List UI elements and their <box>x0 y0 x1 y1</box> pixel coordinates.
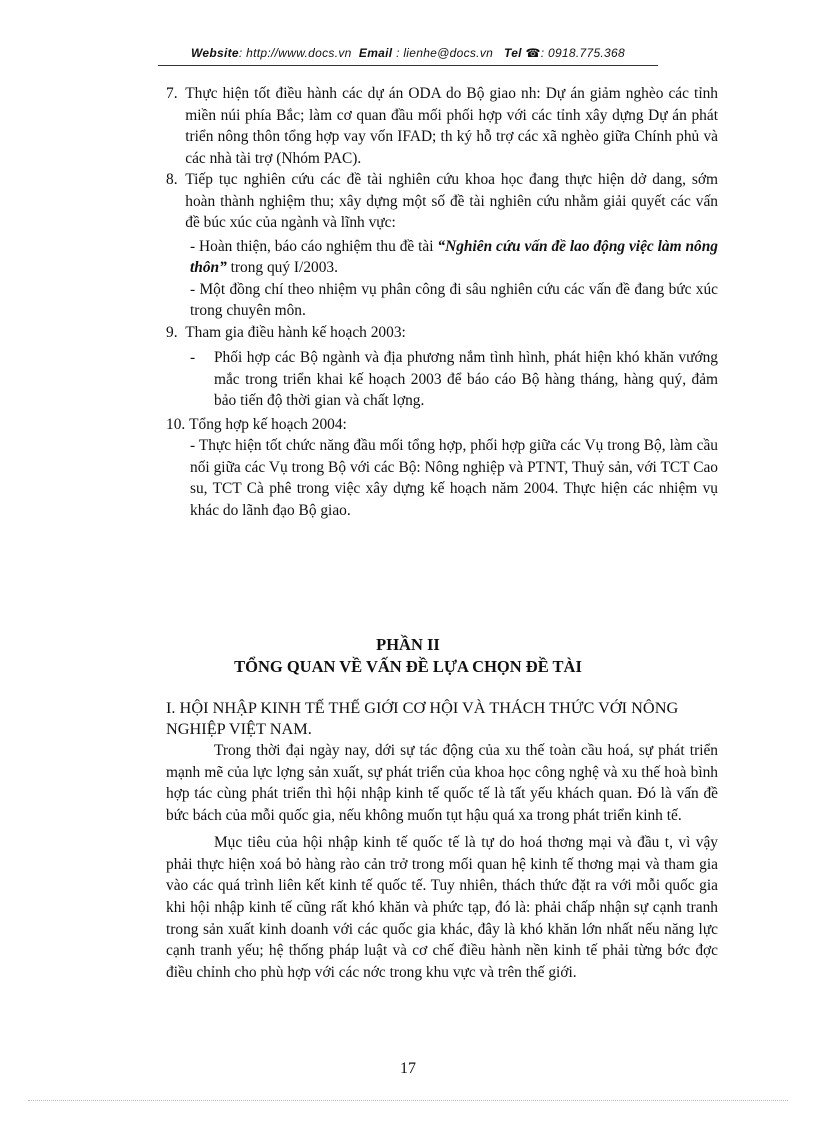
list-item-7 <box>166 83 718 169</box>
page-bottom-divider <box>28 1100 788 1101</box>
page-number: 17 <box>400 1060 416 1077</box>
page-header <box>0 46 816 60</box>
paragraph-1: Trong thời đại ngày nay, dới sự tác động của xu thế toàn cầu hoá, sự phát triển mạnh mẽ của lực lợng sản xuất, sự phát triển của khoa học công nghệ và xu thế hoà bình hợp tác cùng phát triển thì hội nhập kinh tế quốc tế là tất yếu khách quan. Đó là vấn đề bức bách của mỗi quốc gia, nếu không muốn tụt hậu quá xa trong phát triển kinh tế. <box>166 742 718 825</box>
item-number: 9. <box>166 323 186 341</box>
website-label: Website <box>191 46 239 60</box>
dash-text: trong quý I/2003. <box>226 259 338 276</box>
item-number: 10. <box>166 415 190 433</box>
item-10-dash: - Thực hiện tốt chức năng đầu mối tổng hợp, phối hợp giữa các Vụ trong Bộ, làm cầu nối giữa các Vụ trong Bộ với các Bộ: Nông nghiệp và PTNT, Thuỷ sản, với TCT Cao su, TCT Cà phê trong việc xây dựng kế hoạch năm 2004. Thực hiện các nhiệm vụ khác do lãnh đạo Bộ giao. <box>190 437 718 519</box>
list-item-8 <box>166 169 718 234</box>
tel-value: : 0918.775.368 <box>540 46 625 60</box>
email-label: Email <box>358 46 393 60</box>
section-heading: I. HỘI NHẬP KINH TẾ THẾ GIỚI CƠ HỘI VÀ THÁCH THỨC VỚI NÔNG NGHIỆP VIỆT NAM. <box>166 698 679 738</box>
item-text: Tham gia điều hành kế hoạch 2003: <box>185 323 406 341</box>
research-title: “Nghiên cứu vấn đề lao động việc làm nông thôn” <box>190 237 718 276</box>
item-8-dash-2: - Một đồng chí theo nhiệm vụ phân công đi sâu nghiên cứu các vấn đề đang bức xúc trong chuyên môn. <box>190 280 718 319</box>
part-heading <box>100 634 716 678</box>
item-text: Tiếp tục nghiên cứu các đề tài nghiên cứu khoa học đang thực hiện dở dang, sớm hoàn thành nghiệm thu; xây dựng một số đề tài nghiên cứu nhằm giải quyết các vấn đề búc xúc của ngành và lĩnh vực: <box>185 171 718 231</box>
tel-label: Tel <box>504 46 522 60</box>
item-number: 7. <box>166 85 186 102</box>
part-title: TỔNG QUAN VỀ VẤN ĐỀ LỰA CHỌN ĐỀ TÀI <box>234 657 582 676</box>
item-8-dash-1 <box>166 236 718 279</box>
item-text: Tổng hợp kế hoạch 2004: <box>189 415 347 433</box>
paragraph-2: Mục tiêu của hội nhập kinh tế quốc tế là tự do hoá thơng mại và đầu t, vì vậy phải thực hiện xoá bỏ hàng rào cản trở trong mối quan hệ kinh tế thơng mại và tham gia vào các quá trình liên kết kinh tế quốc tế. Tuy nhiên, thách thức đặt ra với mỗi quốc gia khi hội nhập kinh tế cũng rất khó khăn và phức tạp, đó là: phải chấp nhận sự cạnh tranh trong sản xuất kinh doanh với các quốc gia khác, đây là khó khăn lớn nhất nếu năng lực cạnh tranh yếu; hệ thống pháp luật và cơ chế điều hành nền kinh tế phải từng bớc đợc điều chỉnh cho phù hợp với các nớc trong khu vực và trên thế giới. <box>166 833 718 982</box>
bullet-text: Phối hợp các Bộ ngành và địa phương nắm tình hình, phát hiện khó khăn vướng mắc trong triển khai kế hoạch 2003 để báo cáo Bộ hàng tháng, hàng quý, đảm bảo tiến độ thời gian và chất lợng. <box>214 349 718 409</box>
bullet-mark: - <box>190 349 196 366</box>
email-value: : lienhe@docs.vn <box>396 46 494 60</box>
phone-icon: ☎ <box>525 46 541 60</box>
list-item-9 <box>166 322 718 344</box>
part-label: PHẦN II <box>376 635 440 654</box>
item-number: 8. <box>166 171 186 188</box>
item-9-bullet <box>190 347 718 412</box>
body-text <box>166 740 718 984</box>
list-block <box>166 83 718 521</box>
item-text: Thực hiện tốt điều hành các dự án ODA do Bộ giao nh: Dự án giảm nghèo các tỉnh miền núi phía Bắc; làm cơ quan đầu mối phối hợp với các tỉnh xây dựng Dự án phát triển nông thôn tổng hợp vay vốn IFAD; th ký hỗ trợ các xã nghèo giữa Chính phủ và các nhà tài trợ (Nhóm PAC). <box>185 85 718 167</box>
dash-text: - Hoàn thiện, báo cáo nghiệm thu đề tài <box>190 237 438 255</box>
website-value: : http://www.docs.vn <box>238 46 352 60</box>
header-rule <box>158 65 658 66</box>
list-item-10 <box>166 414 718 436</box>
